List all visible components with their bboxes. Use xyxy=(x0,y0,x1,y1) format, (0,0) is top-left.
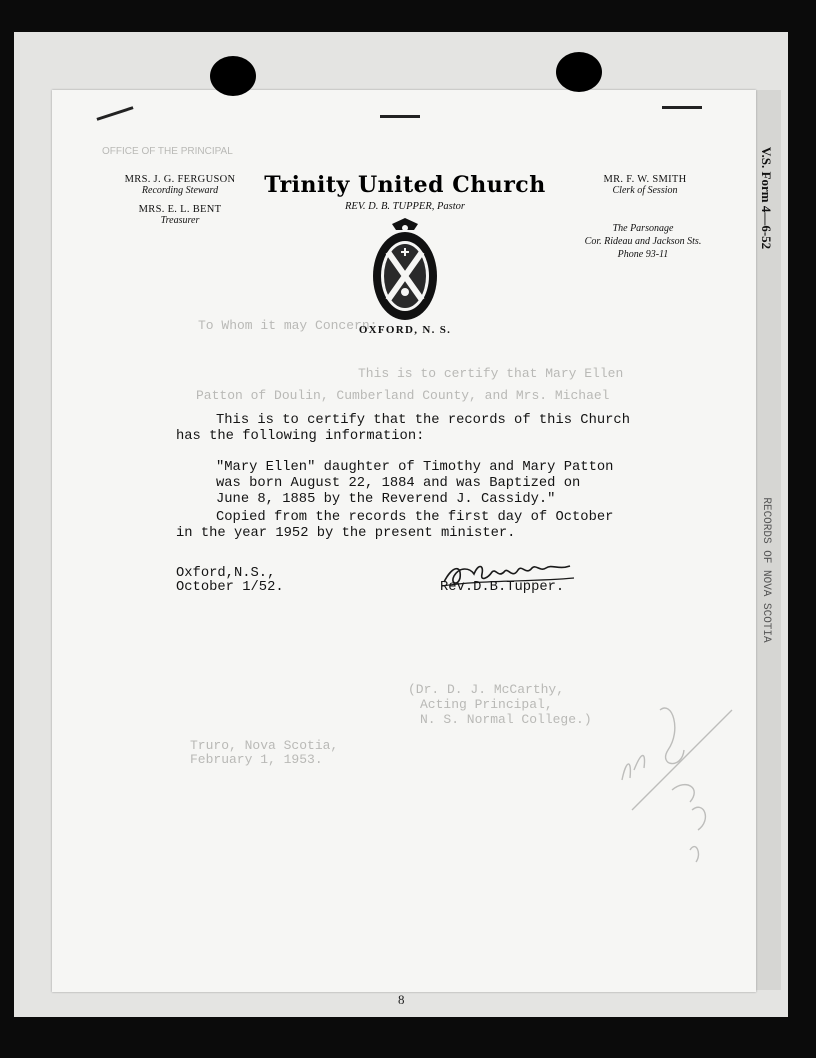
bottom-page-mark: 8 xyxy=(398,992,405,1007)
closing-date: October 1/52. xyxy=(176,580,284,595)
officer-name: MRS. J. G. FERGUSON xyxy=(124,174,236,185)
officer-role: Recording Steward xyxy=(141,185,219,196)
bleed-signer-3: N. S. Normal College.) xyxy=(420,712,592,727)
officer-name: MRS. E. L. BENT xyxy=(138,204,222,215)
quote-line-3: June 8, 1885 by the Reverend J. Cassidy." xyxy=(216,492,556,507)
typed-signature: Rev.D.B.Tupper. xyxy=(440,580,565,595)
bleed-place-1: Truro, Nova Scotia, xyxy=(190,738,339,753)
closing-place: Oxford,N.S., xyxy=(176,566,276,581)
church-name: Trinity United Church xyxy=(264,172,546,198)
parsonage-address xyxy=(548,222,738,261)
bleed-to-whom: To Whom it may Concern: xyxy=(198,318,378,333)
quote-line-1: "Mary Ellen" daughter of Timothy and Mary Patton xyxy=(216,460,614,475)
bleed-office: OFFICE OF THE PRINCIPAL xyxy=(102,146,233,157)
bleed-certify: This is to certify that Mary Ellen xyxy=(358,366,624,381)
punch-hole-left xyxy=(210,56,256,96)
pastor-line: REV. D. B. TUPPER, Pastor xyxy=(345,201,465,212)
quote-line-2: was born August 22, 1884 and was Baptized on xyxy=(216,476,581,491)
officer-role: Clerk of Session xyxy=(612,185,678,196)
address-line: The Parsonage xyxy=(612,223,674,234)
address-line: Phone 93-11 xyxy=(617,249,669,260)
side-form-stamp: V.S. Form 4—6-52 xyxy=(759,146,774,250)
church-crest-emblem xyxy=(370,218,440,322)
officer-name: MR. F. W. SMITH xyxy=(603,174,687,185)
faint-pencil-marks xyxy=(612,690,742,870)
bleed-place-2: February 1, 1953. xyxy=(190,752,323,767)
bleed-patton: Patton of Doulin, Cumberland County, and Mrs. Michael xyxy=(196,388,610,403)
officer-recording-steward xyxy=(100,174,260,196)
copied-line-1: Copied from the records the first day of October xyxy=(216,510,614,525)
church-location: OXFORD, N. S. xyxy=(358,324,452,336)
copied-line-2: in the year 1952 by the present minister. xyxy=(176,526,516,541)
officer-clerk-of-session xyxy=(575,174,715,196)
officer-role: Treasurer xyxy=(160,215,200,226)
side-faint-text: RECORDS OF NOVA SCOTIA xyxy=(760,497,772,643)
bleed-signer-2: Acting Principal, xyxy=(420,697,553,712)
body-line-1: This is to certify that the records of this Church xyxy=(216,413,630,428)
punch-hole-right xyxy=(556,52,602,92)
fold-mark-center xyxy=(380,115,420,118)
fold-mark-right xyxy=(662,106,702,109)
bleed-signer-1: (Dr. D. J. McCarthy, xyxy=(408,682,565,697)
body-line-2: has the following information: xyxy=(176,429,425,444)
officer-treasurer xyxy=(100,204,260,226)
address-line: Cor. Rideau and Jackson Sts. xyxy=(584,236,702,247)
